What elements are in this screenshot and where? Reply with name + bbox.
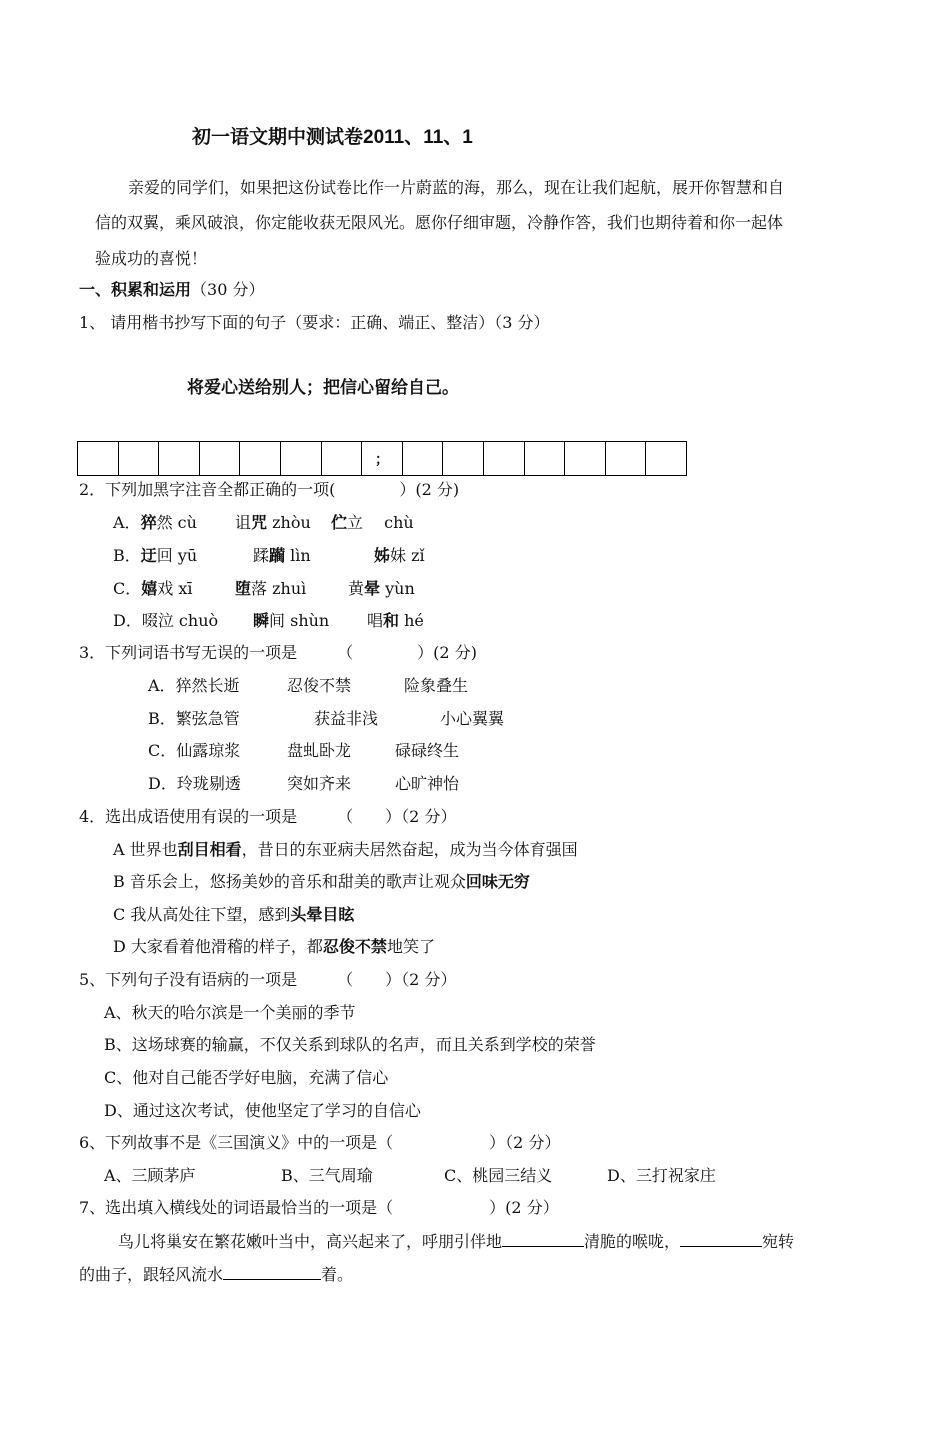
- q2-option-d: [113, 611, 424, 631]
- q4-option-b: [113, 872, 530, 892]
- q2-stem: 2．下列加黑字注音全都正确的一项( ）(2 分): [79, 480, 460, 499]
- q1-sentence: 将爱心送给别人；把信心留给自己。: [187, 378, 459, 398]
- blank-3[interactable]: [223, 1264, 321, 1280]
- word-text: 唱: [367, 611, 384, 630]
- q5-option-b: B、这场球赛的输赢，不仅关系到球队的名声，而且关系到学校的荣誉: [104, 1035, 596, 1054]
- bold-char: 晕: [364, 579, 381, 598]
- word-text: 妹 zǐ: [390, 546, 425, 565]
- option-label: A．: [113, 513, 141, 532]
- option-text: D、三打祝家庄: [607, 1166, 716, 1185]
- bold-char: 伫: [331, 513, 348, 532]
- grid-cell[interactable]: [605, 442, 646, 476]
- passage-text: 着。: [321, 1265, 354, 1284]
- q5-option-a: A、秋天的哈尔滨是一个美丽的季节: [104, 1003, 356, 1022]
- word-text: 立 chù: [347, 513, 414, 532]
- word-text: 诅: [235, 513, 252, 532]
- idiom: 忍俊不禁: [322, 937, 387, 956]
- grid-cell[interactable]: [402, 442, 443, 476]
- pinyin: 间 shùn: [269, 611, 330, 630]
- q4-stem: 4．选出成语使用有误的一项是 （ ）（2 分）: [79, 807, 457, 826]
- q3-option-b: [148, 709, 505, 729]
- q2-option-b: [113, 546, 425, 566]
- grid-cell[interactable]: [240, 442, 281, 476]
- option-label: D．: [113, 611, 142, 630]
- passage-text: 清脆的喉咙，: [584, 1232, 681, 1251]
- option-word: 忍俊不禁: [287, 676, 352, 695]
- word-text: 蹂: [253, 546, 270, 565]
- intro-line-1: 亲爱的同学们，如果把这份试卷比作一片蔚蓝的海，那么，现在让我们起航，展开你智慧和自: [128, 178, 785, 197]
- q7-stem: 7、选出填入横线处的词语最恰当的一项是（ ）(2 分）: [79, 1198, 559, 1217]
- grid-cell[interactable]: [443, 442, 484, 476]
- option-text: 地笑了: [386, 937, 435, 956]
- q3-option-d: [148, 774, 460, 794]
- option-text: ，昔日的东亚病夫居然奋起，成为当今体育强国: [241, 840, 578, 859]
- pinyin: lìn: [285, 546, 311, 565]
- q4-option-c: [113, 905, 354, 925]
- idiom: 回味无穷: [465, 872, 530, 891]
- q6-options: [104, 1166, 716, 1186]
- q4-option-d: [113, 937, 435, 957]
- option-word: C．仙露琼浆: [148, 741, 241, 760]
- grid-cell[interactable]: [78, 442, 119, 476]
- q4-option-a: [113, 840, 578, 860]
- bold-char: 嬉: [141, 579, 158, 598]
- bold-char: 迂: [140, 546, 157, 565]
- option-word: A．猝然长逝: [148, 676, 240, 695]
- word-text: 戏 xī: [157, 579, 193, 598]
- option-text: B 音乐会上，悠扬美妙的音乐和甜美的歌声让观众: [113, 872, 466, 891]
- option-word: B．繁弦急管: [148, 709, 240, 728]
- option-word: D．玲珑剔透: [148, 774, 241, 793]
- grid-cell[interactable]: [483, 442, 524, 476]
- grid-cell[interactable]: [159, 442, 200, 476]
- q7-passage-line-2: [79, 1264, 353, 1285]
- grid-cell[interactable]: [646, 442, 687, 476]
- option-word: 小心翼翼: [440, 709, 505, 728]
- option-text: D 大家看着他滑稽的样子，都: [113, 937, 323, 956]
- option-word: 险象叠生: [404, 676, 469, 695]
- idiom: 刮目相看: [177, 840, 242, 859]
- option-label: B．: [113, 546, 141, 565]
- word-text: 回 yū: [156, 546, 198, 565]
- passage-text: 鸟儿将巢安在繁花嫩叶当中，高兴起来了，呼朋引伴地: [118, 1232, 503, 1251]
- grid-cell[interactable]: [280, 442, 321, 476]
- writing-grid: [77, 441, 687, 476]
- option-word: 突如齐来: [287, 774, 352, 793]
- q5-option-d: D、通过这次考试，使他坚定了学习的自信心: [104, 1101, 421, 1120]
- bold-char: 瞬: [253, 611, 270, 630]
- q1-stem: 1、 请用楷书抄写下面的句子（要求：正确、端正、整洁）（3 分）: [79, 313, 550, 332]
- section-score: （30 分）: [191, 280, 265, 299]
- q2-option-a: [113, 513, 414, 533]
- bold-char: 躏: [269, 546, 286, 565]
- option-text: A、三顾茅庐: [104, 1166, 196, 1185]
- bold-char: 和: [383, 611, 400, 630]
- q6-stem: 6、下列故事不是《三国演义》中的一项是（ ）（2 分）: [79, 1133, 561, 1152]
- page-title: 初一语文期中测试卷2011、11、1: [192, 127, 473, 148]
- option-text: A 世界也: [113, 840, 178, 859]
- grid-cell[interactable]: [565, 442, 606, 476]
- q5-stem: 5、下列句子没有语病的一项是 （ ）（2 分）: [79, 970, 457, 989]
- blank-1[interactable]: [502, 1231, 584, 1247]
- option-word: 碌碌终生: [395, 741, 460, 760]
- bold-char: 姊: [374, 546, 391, 565]
- q5-option-c: C、他对自己能否学好电脑，充满了信心: [104, 1068, 389, 1087]
- grid-cell[interactable]: [321, 442, 362, 476]
- q3-option-c: [148, 741, 460, 761]
- word-text: 啜泣 chuò: [141, 611, 219, 630]
- option-text: C 我从高处往下望，感到: [113, 905, 291, 924]
- bold-char: 堕: [235, 579, 252, 598]
- option-word: 心旷神怡: [395, 774, 460, 793]
- option-word: 盘虬卧龙: [287, 741, 352, 760]
- intro-line-2: 信的双翼，乘风破浪，你定能收获无限风光。愿你仔细审题，冷静作答，我们也期待着和你一起体: [95, 213, 784, 232]
- section-heading-text: 一、积累和运用: [79, 280, 192, 299]
- grid-cell[interactable]: [118, 442, 159, 476]
- word-text: 然 cù: [156, 513, 197, 532]
- section-heading: [79, 280, 264, 300]
- pinyin: yùn: [380, 579, 415, 598]
- option-text: B、三气周瑜: [281, 1166, 373, 1185]
- grid-cell-semicolon: ；: [362, 442, 403, 476]
- idiom: 头晕目眩: [290, 905, 355, 924]
- q3-stem: 3．下列词语书写无误的一项是 （ ）(2 分): [79, 643, 477, 662]
- bold-char: 猝: [140, 513, 157, 532]
- q7-passage-line-1: [118, 1231, 794, 1252]
- blank-2[interactable]: [680, 1231, 762, 1247]
- option-label: C．: [113, 579, 142, 598]
- q3-option-a: [148, 676, 469, 696]
- option-text: C、桃园三结义: [444, 1166, 553, 1185]
- grid-cell[interactable]: [199, 442, 240, 476]
- q2-option-c: [113, 579, 415, 599]
- bold-char: 咒: [251, 513, 268, 532]
- pinyin: hé: [399, 611, 424, 630]
- pinyin: 落 zhuì: [251, 579, 307, 598]
- grid-cell[interactable]: [524, 442, 565, 476]
- passage-text: 的曲子，跟轻风流水: [79, 1265, 224, 1284]
- option-word: 获益非浅: [314, 709, 379, 728]
- intro-line-3: 验成功的喜悦！: [95, 249, 208, 268]
- word-text: 黄: [348, 579, 365, 598]
- pinyin: zhòu: [267, 513, 311, 532]
- passage-text: 宛转: [762, 1232, 795, 1251]
